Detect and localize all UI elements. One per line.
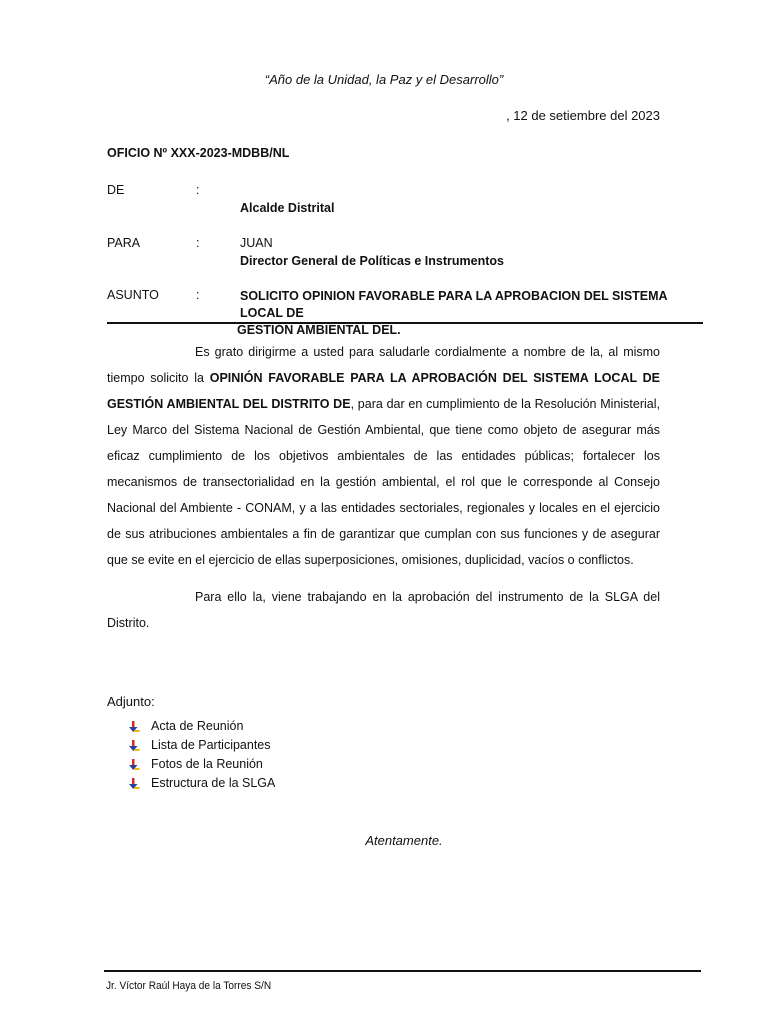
body-paragraph-2-text: Para ello la, viene trabajando en la aprobación del instrumento de la SLGA del Distrito. [107,590,660,630]
de-label: DE [107,183,125,197]
arrow-bullet-icon [128,740,140,752]
attachment-item-label: Lista de Participantes [151,738,271,752]
attachment-item-label: Fotos de la Reunión [151,757,263,771]
body-paragraph-1-emphasis: OPINIÓN FAVORABLE PARA LA APROBACIÓN DEL SISTEMA LOCAL DE GESTIÓN AMBIENTAL DEL DISTRITO DE [107,371,661,411]
asunto-line-2: GESTIÓN AMBIENTAL DEL. [237,323,401,337]
arrow-bullet-icon [128,721,140,733]
asunto-line-1: SOLICITO OPINION FAVORABLE PARA LA APROBACION DEL SISTEMA LOCAL DE [240,289,668,320]
letter-motto: “Año de la Unidad, la Paz y el Desarrollo” [264,72,504,87]
asunto-colon: : [196,288,200,302]
de-colon: : [196,183,200,197]
footer-address: Jr. Víctor Raúl Haya de la Torres S/N [106,980,272,992]
body-paragraph-1-rest: , para dar en cumplimiento de la Resolución Ministerial, Ley Marco del Sistema Nacional de Gestión Ambiental, que tiene como objeto de asegurar más eficaz cumplimiento de los objetivos ambientales de las entidades públicas; fortalecer los mecanismos de transectorialidad en la gestión ambiental, el rol que le corresponde al Consejo Nacional del Ambiente - CONAM, y a las entidades sectoriales, regionales y locales en el ejercicio de sus atribuciones ambientales a fin de garantizar que cumplan con sus funciones y de asegurar que se evite en el ejercicio de ellas superposiciones, omisiones, duplicidad, vacíos o conflictos. [107,397,660,567]
attachment-item [128,736,275,755]
attachment-item [128,717,275,736]
letter-reference: OFICIO Nº XXX-2023-MDBB/NL [107,146,290,160]
para-title: Director General de Políticas e Instrumentos [240,254,504,268]
header-divider [107,322,703,324]
arrow-bullet-icon [128,778,140,790]
footer-divider [104,970,701,972]
body-paragraph-1-intro: Es grato dirigirme a usted para saludarle cordialmente a nombre de la, al mismo tiempo solicito la [107,345,660,385]
asunto-value [237,288,705,339]
de-value: Alcalde Distrital [240,201,335,215]
body-paragraph-1 [107,339,660,573]
para-name: JUAN [240,236,273,250]
attachment-item [128,755,275,774]
para-colon: : [196,236,200,250]
attachments-label: Adjunto: [107,694,155,709]
attachment-item [128,774,275,793]
asunto-label: ASUNTO [107,288,159,302]
letter-date: , 12 de setiembre del 2023 [506,108,660,123]
closing-text: Atentamente. [365,833,443,848]
arrow-bullet-icon [128,759,140,771]
body-paragraph-2 [107,584,660,636]
para-label: PARA [107,236,141,250]
attachment-item-label: Estructura de la SLGA [151,776,276,790]
attachments-list [128,717,275,793]
attachment-item-label: Acta de Reunión [151,719,244,733]
